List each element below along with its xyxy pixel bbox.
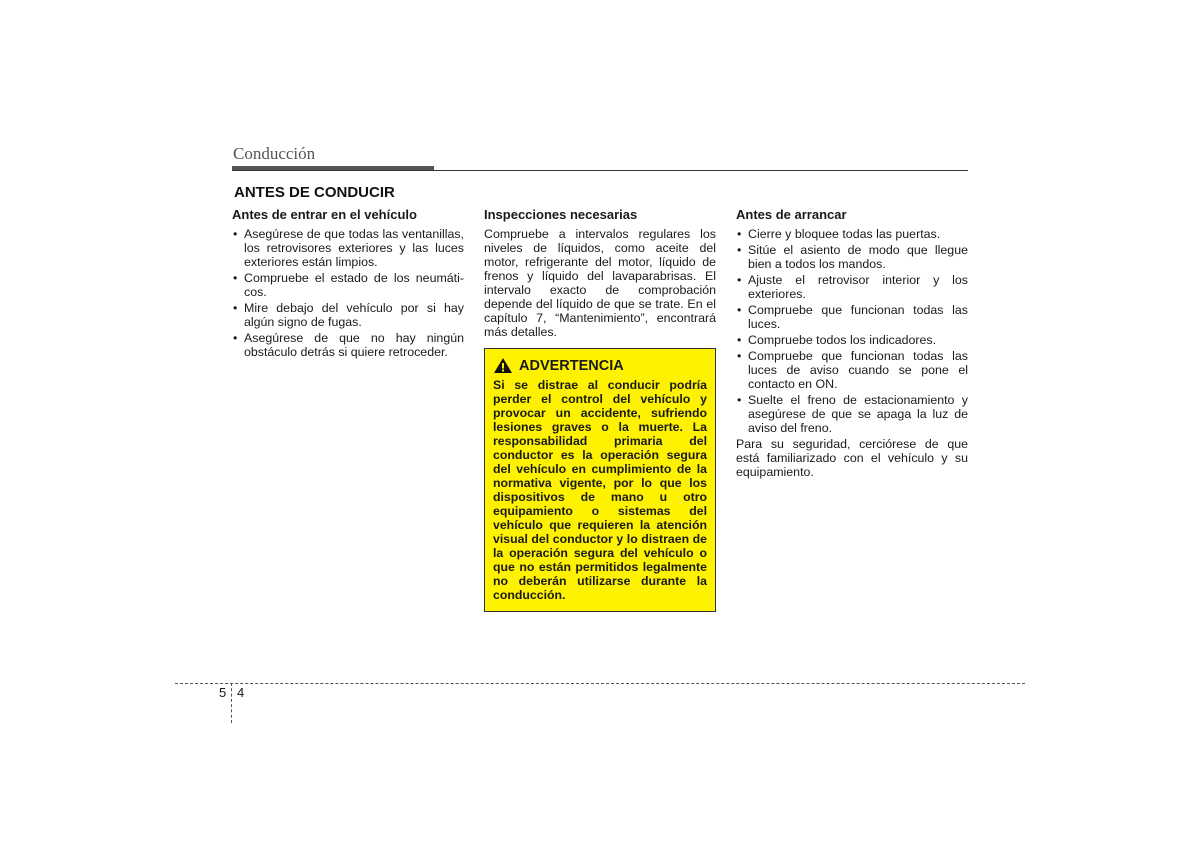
list-item: • Compruebe el estado de los neumáti-cos.: [232, 271, 464, 299]
list-item: • Sitúe el asiento de modo que llegue bien a todos los mandos.: [736, 243, 968, 271]
paragraph: Para su seguridad, cerciórese de que está familiarizado con el vehículo y su equipamiento.: [736, 437, 968, 479]
checklist: [232, 227, 464, 359]
column-before-starting: [736, 207, 968, 479]
warning-text: Si se distrae al conducir podría perder el control del vehículo y provocar un accidente, sufriendo lesiones graves o la muerte. La responsabilidad primaria del conductor es la operación segura del vehículo en cumplimiento de la normativa vigente, por lo que los dispositivos de mano u otro equipamiento o sistemas del vehículo que requieren la atención visual del conductor y lo distraen de la operación segura del vehículo o que no están permitidos legalmente no deberán utilizarse durante la conducción.: [493, 378, 707, 602]
list-item: • Mire debajo del vehículo por si hay algún signo de fugas.: [232, 301, 464, 329]
header-rule-thin: [232, 170, 968, 171]
list-item: • Compruebe que funcionan todas las luces.: [736, 303, 968, 331]
list-item: • Compruebe todos los indicadores.: [736, 333, 968, 347]
paragraph: Compruebe a intervalos regulares los niveles de líquidos, como aceite del motor, refrigerante del motor, líquido de frenos y líquido del lavaparabrisas. El intervalo exacto de comprobación depende del líquido de que se trate. En el capítulo 7, “Mantenimiento”, encontrará más detalles.: [484, 227, 716, 339]
list-item: • Asegúrese de que no hay ningún obstáculo detrás si quiere retroceder.: [232, 331, 464, 359]
column-heading: Antes de entrar en el vehículo: [232, 207, 417, 222]
page-number: 4: [237, 685, 245, 700]
list-item: • Suelte el freno de estacionamiento y asegúrese de que se apaga la luz de aviso del freno.: [736, 393, 968, 435]
list-item: • Asegúrese de que todas las ventanillas, los retrovisores exteriores y las luces exteriores están limpios.: [232, 227, 464, 269]
chapter-title: Conducción: [233, 144, 316, 163]
column-heading: Antes de arrancar: [736, 207, 847, 222]
column-heading: Inspecciones necesarias: [484, 207, 638, 222]
list-item: • Cierre y bloquee todas las puertas.: [736, 227, 968, 241]
list-item: • Ajuste el retrovisor interior y los exteriores.: [736, 273, 968, 301]
column-inspections: [484, 207, 716, 339]
warning-title: ADVERTENCIA: [519, 357, 624, 374]
footer-rule: [175, 683, 1025, 684]
warning-box: [484, 348, 716, 612]
chapter-number: 5: [219, 685, 227, 700]
section-title: ANTES DE CONDUCIR: [234, 184, 395, 201]
footer-divider: [231, 683, 232, 723]
warning-triangle-icon: [493, 357, 513, 374]
warning-header: [493, 357, 707, 374]
checklist: [736, 227, 968, 435]
list-item: • Compruebe que funcionan todas las luces de aviso cuando se pone el contacto en ON.: [736, 349, 968, 391]
column-before-entering: [232, 207, 464, 361]
